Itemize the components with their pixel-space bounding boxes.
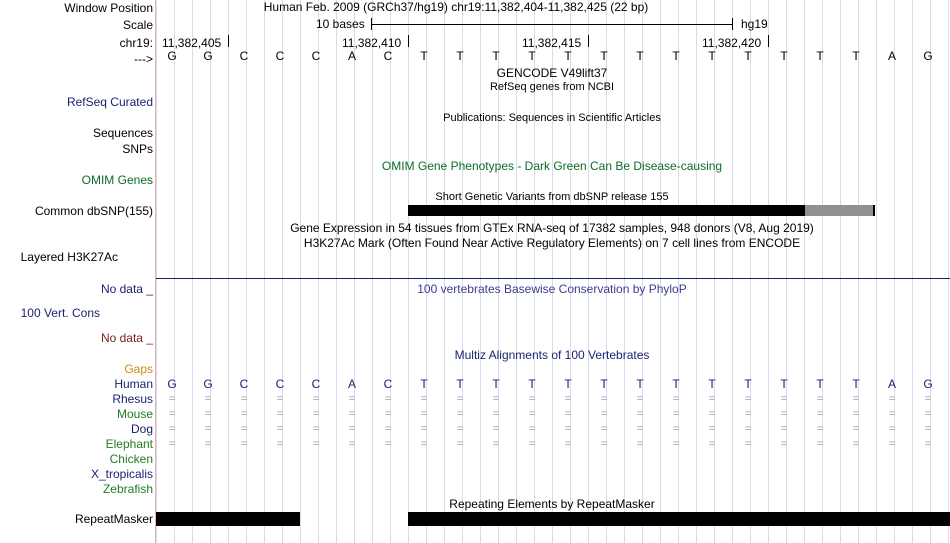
base-letter: T xyxy=(564,49,572,63)
grid-line xyxy=(480,0,481,543)
alignment-match-mark: = xyxy=(924,423,932,435)
alignment-match-mark: = xyxy=(672,423,680,435)
grid-line xyxy=(678,0,679,543)
coordinate-tick xyxy=(408,35,409,47)
base-letter: C xyxy=(383,49,393,63)
alignment-match-mark: = xyxy=(708,438,716,450)
track-title-multiz[interactable]: Multiz Alignments of 100 Vertebrates xyxy=(454,348,650,362)
alignment-match-mark: = xyxy=(672,438,680,450)
base-letter: G xyxy=(923,49,933,63)
human-base-letter: T xyxy=(744,377,752,391)
alignment-match-mark: = xyxy=(384,393,392,405)
track-title-h3k27ac[interactable]: H3K27Ac Mark (Often Found Near Active Regulatory Elements) on 7 cell lines from ENCODE xyxy=(303,236,801,250)
base-letter: G xyxy=(167,49,177,63)
alignment-match-mark: = xyxy=(204,438,212,450)
human-base-letter: T xyxy=(672,377,680,391)
alignment-match-mark: = xyxy=(240,423,248,435)
grid-line xyxy=(894,0,895,543)
grid-line xyxy=(174,0,175,543)
grid-line xyxy=(840,0,841,543)
alignment-match-mark: = xyxy=(600,393,608,405)
track-title-conservation[interactable]: 100 vertebrates Basewise Conservation by PhyloP xyxy=(417,282,687,296)
coordinate-tick xyxy=(228,35,229,47)
alignment-match-mark: = xyxy=(204,423,212,435)
alignment-match-mark: = xyxy=(204,393,212,405)
alignment-match-mark: = xyxy=(888,393,896,405)
grid-line xyxy=(714,0,715,543)
grid-line xyxy=(408,0,409,543)
human-base-letter: T xyxy=(780,377,788,391)
alignment-match-mark: = xyxy=(528,408,536,420)
alignment-match-mark: = xyxy=(492,423,500,435)
species-label-xtropicalis: X_tropicalis xyxy=(90,467,153,481)
alignment-match-mark: = xyxy=(276,408,284,420)
dbsnp-variant-bar-faded[interactable] xyxy=(805,205,875,216)
alignment-match-mark: = xyxy=(168,423,176,435)
gaps-label: Gaps xyxy=(124,362,153,376)
track-image-area[interactable] xyxy=(156,0,950,543)
grid-line xyxy=(912,0,913,543)
base-letter: T xyxy=(780,49,788,63)
alignment-match-mark: = xyxy=(564,393,572,405)
species-label-mouse: Mouse xyxy=(116,407,153,421)
grid-line xyxy=(192,0,193,543)
human-base-letter: C xyxy=(239,377,249,391)
alignment-match-mark: = xyxy=(636,423,644,435)
alignment-match-mark: = xyxy=(924,438,932,450)
grid-line xyxy=(264,0,265,543)
human-base-letter: G xyxy=(167,377,177,391)
human-base-letter: A xyxy=(887,377,896,391)
alignment-match-mark: = xyxy=(852,408,860,420)
track-title-publications[interactable]: Publications: Sequences in Scientific Articles xyxy=(443,112,661,124)
human-base-letter: T xyxy=(492,377,500,391)
base-letter: T xyxy=(672,49,680,63)
species-label-elephant: Elephant xyxy=(105,437,153,451)
alignment-match-mark: = xyxy=(312,423,320,435)
human-base-letter: G xyxy=(923,377,933,391)
alignment-match-mark: = xyxy=(240,408,248,420)
alignment-match-mark: = xyxy=(384,408,392,420)
alignment-match-mark: = xyxy=(780,423,788,435)
grid-line xyxy=(156,0,157,543)
scale-bar-right-tick xyxy=(732,18,733,30)
base-letter: G xyxy=(203,49,213,63)
coordinate-tick xyxy=(588,35,589,47)
base-letter: T xyxy=(492,49,500,63)
alignment-match-mark: = xyxy=(600,423,608,435)
coordinate-tick xyxy=(768,35,769,47)
alignment-match-mark: = xyxy=(420,423,428,435)
base-letter: T xyxy=(600,49,608,63)
base-letter: A xyxy=(347,49,356,63)
species-label-human: Human xyxy=(114,377,153,391)
cons-nodata-bottom: No data _ xyxy=(100,331,153,345)
human-base-letter: T xyxy=(564,377,572,391)
grid-line xyxy=(732,0,733,543)
alignment-match-mark: = xyxy=(636,438,644,450)
human-base-letter: T xyxy=(420,377,428,391)
human-base-letter: C xyxy=(275,377,285,391)
base-letter: T xyxy=(708,49,716,63)
track-label-column xyxy=(0,0,155,543)
base-letter: T xyxy=(528,49,536,63)
track-title-refseq[interactable]: RefSeq genes from NCBI xyxy=(489,81,615,93)
alignment-match-mark: = xyxy=(708,393,716,405)
human-base-letter: C xyxy=(311,377,321,391)
alignment-match-mark: = xyxy=(672,408,680,420)
base-letter: T xyxy=(456,49,464,63)
grid-line xyxy=(300,0,301,543)
track-title-repeatmasker[interactable]: Repeating Elements by RepeatMasker xyxy=(449,497,655,511)
alignment-match-mark: = xyxy=(312,438,320,450)
coordinate-label: 11,382,420 xyxy=(702,36,762,50)
alignment-match-mark: = xyxy=(564,423,572,435)
track-label-h3k27ac[interactable]: Layered H3K27Ac xyxy=(20,250,118,264)
alignment-match-mark: = xyxy=(924,393,932,405)
alignment-match-mark: = xyxy=(420,408,428,420)
human-base-letter: T xyxy=(456,377,464,391)
alignment-match-mark: = xyxy=(816,408,824,420)
alignment-match-mark: = xyxy=(492,438,500,450)
alignment-match-mark: = xyxy=(636,393,644,405)
alignment-match-mark: = xyxy=(420,438,428,450)
track-title-omim[interactable]: OMIM Gene Phenotypes - Dark Green Can Be Disease-causing xyxy=(381,159,723,173)
human-base-letter: T xyxy=(636,377,644,391)
track-title-gencode[interactable]: GENCODE V49lift37 xyxy=(496,66,608,80)
alignment-row-mouse xyxy=(156,408,950,420)
human-base-letter: T xyxy=(852,377,860,391)
track-label-dbsnp[interactable]: Common dbSNP(155) xyxy=(34,204,153,218)
alignment-match-mark: = xyxy=(600,438,608,450)
alignment-row-elephant xyxy=(156,438,950,450)
human-base-letter: T xyxy=(600,377,608,391)
strand-arrow-label: ---> xyxy=(134,52,153,66)
alignment-match-mark: = xyxy=(636,408,644,420)
grid-line xyxy=(696,0,697,543)
species-label-zebrafish: Zebrafish xyxy=(102,482,153,496)
coordinate-label: 11,382,405 xyxy=(162,36,222,50)
alignment-match-mark: = xyxy=(528,438,536,450)
alignment-match-mark: = xyxy=(852,423,860,435)
alignment-match-mark: = xyxy=(240,438,248,450)
h3k27ac-baseline xyxy=(156,278,950,279)
grid-line xyxy=(318,0,319,543)
grid-line xyxy=(948,0,949,543)
alignment-match-mark: = xyxy=(780,393,788,405)
alignment-row-dog xyxy=(156,423,950,435)
grid-line xyxy=(372,0,373,543)
track-label-repeatmasker[interactable]: RepeatMasker xyxy=(74,512,153,526)
assembly-text: hg19 xyxy=(741,17,768,31)
grid-line xyxy=(228,0,229,543)
grid-line xyxy=(876,0,877,543)
alignment-match-mark: = xyxy=(816,438,824,450)
species-label-chicken: Chicken xyxy=(109,452,153,466)
grid-line xyxy=(282,0,283,543)
human-base-letter: G xyxy=(203,377,213,391)
dbsnp-variant-bar[interactable] xyxy=(408,205,805,216)
scale-label: Scale xyxy=(122,18,153,32)
alignment-match-mark: = xyxy=(528,393,536,405)
grid-line xyxy=(786,0,787,543)
alignment-match-mark: = xyxy=(564,438,572,450)
alignment-match-mark: = xyxy=(600,408,608,420)
alignment-match-mark: = xyxy=(852,393,860,405)
alignment-match-mark: = xyxy=(456,438,464,450)
alignment-match-mark: = xyxy=(564,408,572,420)
track-title-dbsnp[interactable]: Short Genetic Variants from dbSNP release 155 xyxy=(435,191,669,203)
grid-line xyxy=(822,0,823,543)
base-letter: A xyxy=(887,49,896,63)
alignment-match-mark: = xyxy=(816,393,824,405)
alignment-match-mark: = xyxy=(168,408,176,420)
alignment-match-mark: = xyxy=(780,408,788,420)
repeatmasker-element[interactable] xyxy=(408,512,950,526)
alignment-match-mark: = xyxy=(240,393,248,405)
species-label-rhesus: Rhesus xyxy=(112,392,153,406)
track-label-snps[interactable]: SNPs xyxy=(122,142,153,156)
base-letter: T xyxy=(816,49,824,63)
base-sequence-row xyxy=(156,49,950,63)
grid-line xyxy=(336,0,337,543)
alignment-match-mark: = xyxy=(456,393,464,405)
base-letter: T xyxy=(420,49,428,63)
alignment-match-mark: = xyxy=(384,423,392,435)
track-label-publications[interactable]: Sequences xyxy=(92,126,153,140)
alignment-match-mark: = xyxy=(780,438,788,450)
grid-line xyxy=(426,0,427,543)
grid-line xyxy=(930,0,931,543)
alignment-match-mark: = xyxy=(348,423,356,435)
cons-nodata-top: No data _ xyxy=(100,282,153,296)
scale-text: 10 bases xyxy=(316,17,365,31)
human-base-letter: A xyxy=(347,377,356,391)
alignment-match-mark: = xyxy=(276,438,284,450)
grid-line xyxy=(624,0,625,543)
alignment-match-mark: = xyxy=(348,393,356,405)
alignment-match-mark: = xyxy=(924,408,932,420)
coordinate-label: 11,382,415 xyxy=(522,36,582,50)
alignment-match-mark: = xyxy=(384,438,392,450)
track-label-conservation[interactable]: 100 Vert. Cons xyxy=(20,306,100,320)
track-label-omim[interactable]: OMIM Genes xyxy=(81,173,153,187)
grid-line xyxy=(660,0,661,543)
grid-line xyxy=(354,0,355,543)
alignment-match-mark: = xyxy=(204,408,212,420)
alignment-match-mark: = xyxy=(276,393,284,405)
grid-line xyxy=(390,0,391,543)
alignment-match-mark: = xyxy=(276,423,284,435)
human-base-letter: T xyxy=(816,377,824,391)
base-letter: C xyxy=(311,49,321,63)
window-position-label: Window Position xyxy=(64,1,153,15)
alignment-match-mark: = xyxy=(168,393,176,405)
alignment-match-mark: = xyxy=(528,423,536,435)
alignment-match-mark: = xyxy=(888,408,896,420)
alignment-match-mark: = xyxy=(312,393,320,405)
alignment-match-mark: = xyxy=(744,393,752,405)
track-label-refseq[interactable]: RefSeq Curated xyxy=(66,95,153,109)
base-letter: T xyxy=(636,49,644,63)
alignment-match-mark: = xyxy=(708,408,716,420)
grid-line xyxy=(246,0,247,543)
grid-line xyxy=(642,0,643,543)
grid-line xyxy=(462,0,463,543)
alignment-match-mark: = xyxy=(492,393,500,405)
alignment-match-mark: = xyxy=(708,423,716,435)
grid-line xyxy=(444,0,445,543)
grid-line xyxy=(210,0,211,543)
alignment-row-human xyxy=(156,377,950,391)
alignment-match-mark: = xyxy=(456,408,464,420)
alignment-match-mark: = xyxy=(816,423,824,435)
human-base-letter: C xyxy=(383,377,393,391)
alignment-row-rhesus xyxy=(156,393,950,405)
repeatmasker-element[interactable] xyxy=(156,512,300,526)
alignment-match-mark: = xyxy=(348,408,356,420)
alignment-match-mark: = xyxy=(852,438,860,450)
base-letter: C xyxy=(275,49,285,63)
alignment-match-mark: = xyxy=(456,423,464,435)
human-base-letter: T xyxy=(708,377,716,391)
grid-line xyxy=(750,0,751,543)
alignment-match-mark: = xyxy=(168,438,176,450)
alignment-match-mark: = xyxy=(312,408,320,420)
grid-line xyxy=(768,0,769,543)
alignment-match-mark: = xyxy=(492,408,500,420)
alignment-match-mark: = xyxy=(420,393,428,405)
grid-line xyxy=(858,0,859,543)
base-letter: T xyxy=(852,49,860,63)
base-letter: T xyxy=(744,49,752,63)
base-letter: C xyxy=(239,49,249,63)
human-base-letter: T xyxy=(528,377,536,391)
window-position-text: Human Feb. 2009 (GRCh37/hg19) chr19:11,382,404-11,382,425 (22 bp) xyxy=(263,0,649,14)
species-label-dog: Dog xyxy=(130,422,153,436)
alignment-match-mark: = xyxy=(744,408,752,420)
alignment-match-mark: = xyxy=(744,423,752,435)
alignment-match-mark: = xyxy=(888,423,896,435)
alignment-match-mark: = xyxy=(672,393,680,405)
alignment-match-mark: = xyxy=(348,438,356,450)
track-title-gtex[interactable]: Gene Expression in 54 tissues from GTEx RNA-seq of 17382 samples, 948 donors (V8, Aug 2019) xyxy=(290,221,814,235)
scale-bar-line xyxy=(371,24,733,25)
coordinate-label: 11,382,410 xyxy=(342,36,402,50)
chromosome-label: chr19: xyxy=(119,36,153,50)
alignment-match-mark: = xyxy=(744,438,752,450)
alignment-match-mark: = xyxy=(888,438,896,450)
grid-line xyxy=(804,0,805,543)
